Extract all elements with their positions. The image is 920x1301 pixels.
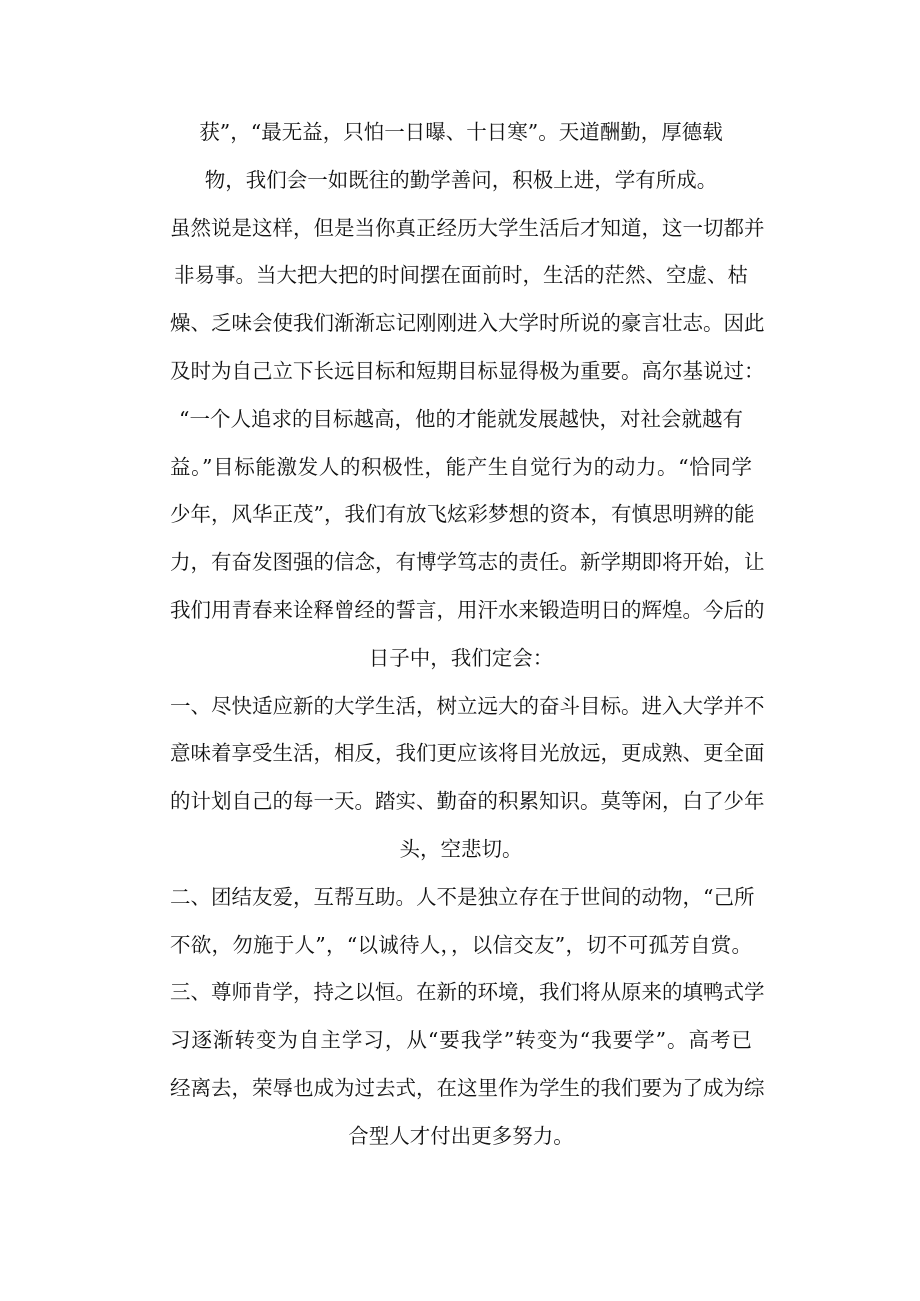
text-line: 二、团结友爱，互帮互助。人不是独立存在于世间的动物，“己所	[170, 884, 755, 909]
text-line: 少年，风华正茂”，我们有放飞炫彩梦想的资本，有慎思明辨的能	[170, 502, 755, 527]
text-line: 意味着享受生活，相反，我们更应该将目光放远，更成熟、更全面	[170, 741, 765, 766]
text-line: 头，空悲切。	[399, 836, 523, 861]
text-line: 物，我们会一如既往的勤学善问，积极上进，学有所成。	[204, 167, 718, 192]
text-line: 三、尊师肯学，持之以恒。在新的环境，我们将从原来的填鸭式学	[170, 980, 765, 1005]
text-line: 不欲，勿施于人”，“以诚待人，，以信交友”，切不可孤芳自赏。	[170, 932, 752, 957]
text-line: 虽然说是这样，但是当你真正经历大学生活后才知道，这一切都并	[170, 215, 765, 240]
text-line: 的计划自己的每一天。踏实、勤奋的积累知识。莫等闲，白了少年	[170, 789, 765, 814]
text-line: 我们用青春来诠释曾经的誓言，用汗水来锻造明日的辉煌。今后的	[170, 597, 765, 622]
text-line: 非易事。当大把大把的时间摆在面前时，生活的茫然、空虚、枯	[174, 263, 748, 288]
text-line: 获”，“最无益，只怕一日曝、十日寒”。天道酬勤，厚德载	[199, 120, 723, 144]
text-line: 习逐渐转变为自主学习，从“要我学”转变为“我要学”。高考已	[170, 1028, 752, 1053]
text-line: 经离去，荣辱也成为过去式，在这里作为学生的我们要为了成为综	[170, 1075, 765, 1100]
text-line: 及时为自己立下长远目标和短期目标显得极为重要。高尔基说过：	[170, 358, 765, 383]
text-line: 益。”目标能激发人的积极性，能产生自觉行为的动力。“恰同学	[170, 454, 752, 479]
text-line: 一、尽快适应新的大学生活，树立远大的奋斗目标。进入大学并不	[170, 693, 765, 718]
text-line: “一个人追求的目标越高，他的才能就发展越快，对社会就越有	[179, 406, 743, 431]
body-text	[170, 109, 765, 1161]
text-line: 燥、乏味会使我们渐渐忘记刚刚进入大学时所说的豪言壮志。因此	[170, 311, 765, 336]
text-line: 日子中，我们定会：	[368, 645, 554, 670]
text-line: 合型人才付出更多努力。	[348, 1123, 574, 1148]
text-line: 力，有奋发图强的信念，有博学笃志的责任。新学期即将开始，让	[170, 550, 765, 575]
